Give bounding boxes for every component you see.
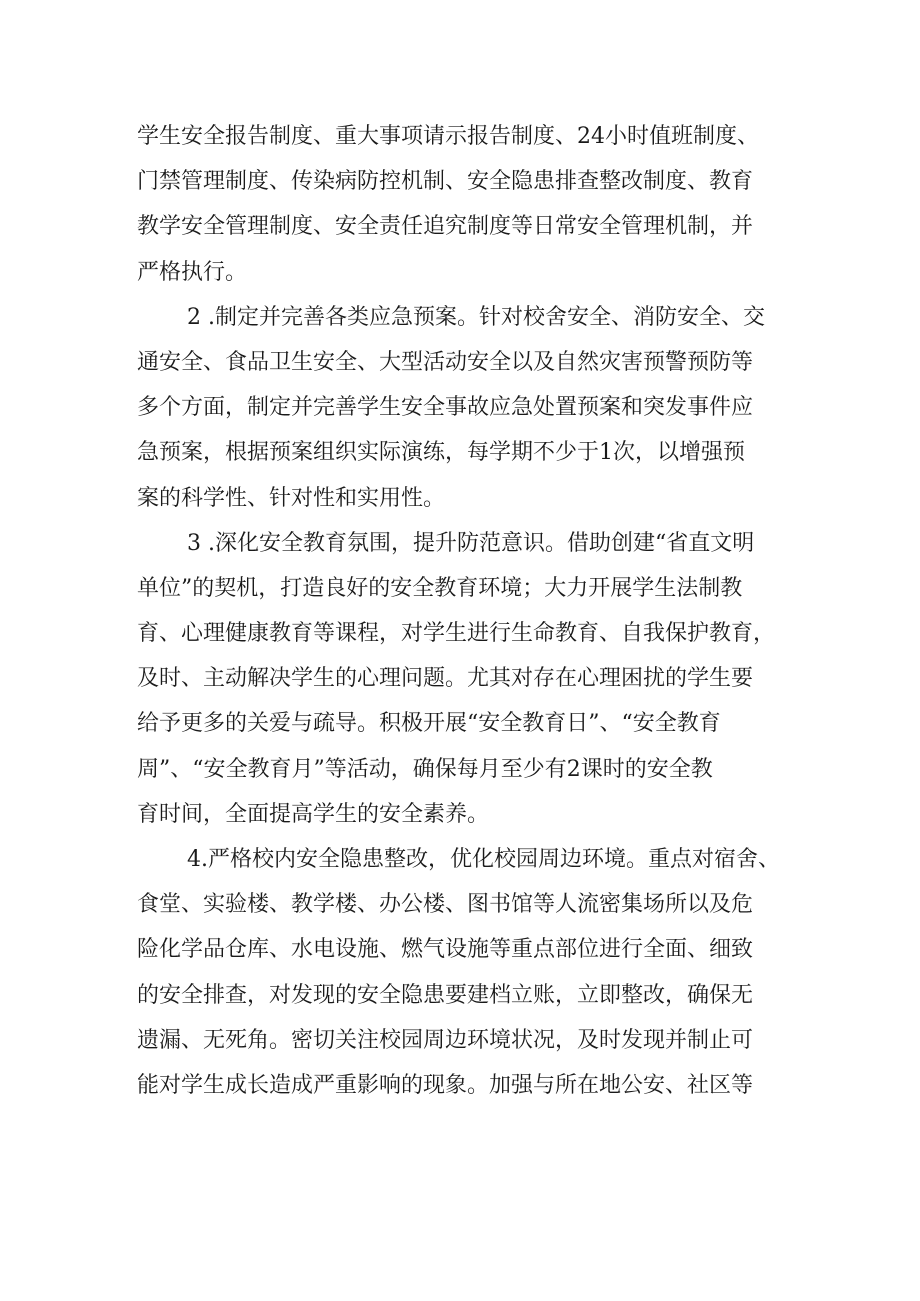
text-line: 育时间，全面提高学生的安全素养。 [137, 801, 490, 827]
text-line: 遗漏、无死角。密切关注校园周边环境状况，及时发现并制止可 [137, 1027, 754, 1053]
text-line: 育、心理健康教育等课程，对学生进行生命教育、自我保护教育， [137, 621, 776, 647]
text-line: 险化学品仓库、水电设施、燃气设施等重点部位进行全面、细致 [137, 937, 754, 963]
text-line: 学生安全报告制度、重大事项请示报告制度、24小时值班制度、 [137, 124, 759, 149]
text-line: 多个方面，制定并完善学生安全事故应急处置预案和突发事件应 [137, 395, 754, 421]
text-line: 案的科学性、针对性和实用性。 [137, 485, 446, 511]
text-line: 能对学生成长造成严重影响的现象。加强与所在地公安、社区等 [137, 1072, 754, 1098]
document-body [137, 114, 797, 1108]
text-line: 周”、“安全教育月”等活动，确保每月至少有2课时的安全教 [137, 756, 713, 782]
text-line: 严格执行。 [137, 259, 248, 285]
text-line: 食堂、实验楼、教学楼、办公楼、图书馆等人流密集场所以及危 [137, 892, 754, 918]
text-line: 急预案，根据预案组织实际演练，每学期不少于1次，以增强预 [137, 440, 745, 466]
text-line: 教学安全管理制度、安全责任追究制度等日常安全管理机制，并 [137, 214, 754, 240]
paragraph-3-start: 3 .深化安全教育氛围，提升防范意识。借助创建“省直文明 [187, 530, 755, 556]
text-line: 单位”的契机，打造良好的安全教育环境；大力开展学生法制教 [137, 575, 743, 601]
text-line: 通安全、食品卫生安全、大型活动安全以及自然灾害预警预防等 [137, 349, 754, 375]
paragraph-2-start: 2 .制定并完善各类应急预案。针对校舍安全、消防安全、交 [187, 304, 765, 330]
text-line: 的安全排查，对发现的安全隐患要建档立账，立即整改，确保无 [137, 982, 754, 1008]
text-line: 门禁管理制度、传染病防控机制、安全隐患排查整改制度、教育 [137, 169, 754, 195]
text-line: 及时、主动解决学生的心理问题。尤其对存在心理困扰的学生要 [137, 666, 754, 692]
paragraph-4-start: 4.严格校内安全隐患整改，优化校园周边环境。重点对宿舍、 [187, 847, 780, 872]
text-line: 给予更多的关爱与疏导。积极开展“安全教育日”、“安全教育 [137, 711, 721, 737]
